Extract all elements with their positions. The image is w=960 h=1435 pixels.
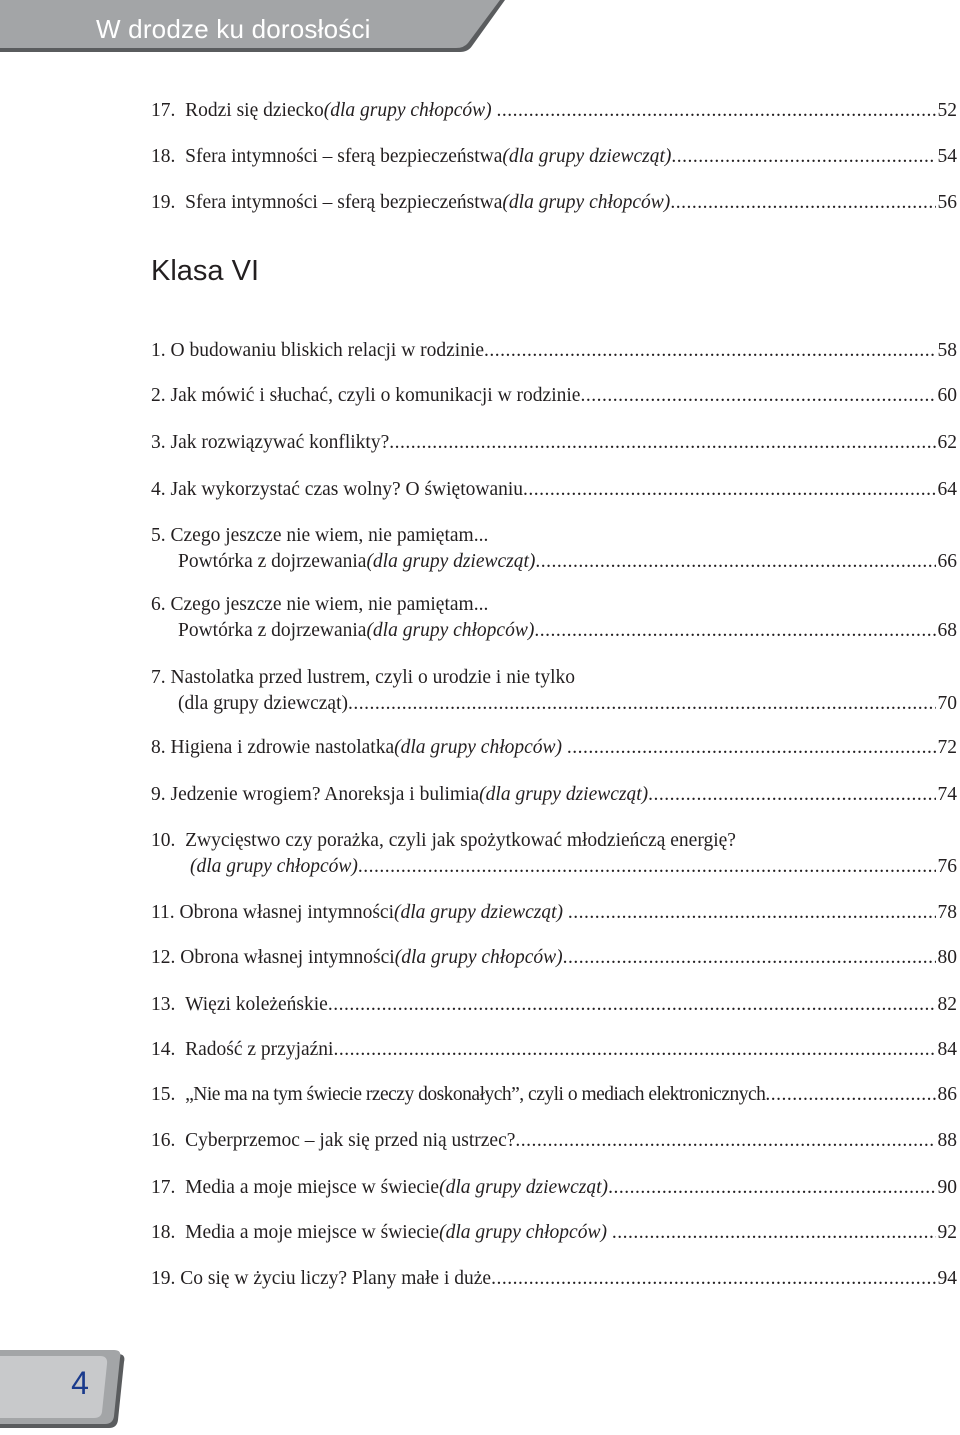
entry-title: Obrona własnej intymności — [179, 902, 394, 923]
entry-number: 15. — [151, 1084, 176, 1105]
entry-number: 1. — [151, 340, 166, 361]
entry-page: 60 — [937, 385, 957, 406]
entry-title: Higiena i zdrowie nastolatka — [170, 737, 395, 758]
dot-leader — [348, 691, 936, 717]
dot-leader — [515, 1128, 935, 1154]
toc-entry — [151, 1128, 957, 1154]
entry-title: „Nie ma na tym świecie rzeczy doskonałych”, czyli o mediach elektronicznych — [185, 1084, 766, 1105]
entry-page: 68 — [937, 620, 957, 641]
dot-leader — [648, 782, 935, 808]
entry-number: 5. — [151, 525, 166, 546]
toc-entry — [151, 477, 957, 503]
entry-title: Sfera intymności – sferą bezpieczeństwa — [185, 192, 503, 213]
section-heading: Klasa VI — [151, 255, 259, 287]
dot-leader — [580, 383, 935, 409]
toc-entry — [151, 1037, 957, 1063]
entry-page: 80 — [937, 947, 957, 968]
toc-entry — [151, 735, 957, 761]
entry-page: 84 — [937, 1039, 957, 1060]
dot-leader — [567, 735, 936, 761]
toc-entry — [151, 1266, 957, 1292]
entry-number: 19. — [151, 192, 176, 213]
entry-title: Rodzi się dziecko — [185, 100, 324, 121]
entry-title: Jedzenie wrogiem? Anoreksja i bulimia — [170, 784, 480, 805]
entry-title: Co się w życiu liczy? Plany małe i duże — [180, 1268, 492, 1289]
dot-leader — [484, 338, 935, 364]
dot-leader — [491, 1266, 935, 1292]
entry-page: 56 — [937, 192, 957, 213]
entry-group: (dla grupy chłopców) — [394, 947, 563, 968]
toc-entry — [151, 1220, 957, 1246]
entry-title: Cyberprzemoc – jak się przed nią ustrzec? — [185, 1130, 516, 1151]
entry-number: 19. — [151, 1268, 176, 1289]
entry-number: 8. — [151, 737, 166, 758]
entry-number: 13. — [151, 994, 176, 1015]
entry-number: 3. — [151, 432, 166, 453]
entry-group: (dla grupy dziewcząt) — [502, 146, 672, 167]
entry-page: 54 — [937, 146, 957, 167]
toc-entry — [151, 900, 957, 926]
entry-group: (dla grupy dziewcząt) — [366, 551, 536, 572]
toc-entry — [151, 992, 957, 1018]
entry-group: (dla grupy chłopców) — [323, 100, 492, 121]
entry-number: 11. — [151, 902, 175, 923]
entry-group: (dla grupy chłopców) — [439, 1222, 607, 1243]
dot-leader — [563, 945, 936, 971]
entry-title-line1: Czego jeszcze nie wiem, nie pamiętam... — [170, 525, 489, 546]
entry-title: Media a moje miejsce w świecie — [185, 1222, 440, 1243]
entry-page: 94 — [937, 1268, 957, 1289]
dot-leader — [333, 1037, 935, 1063]
entry-number: 10. — [151, 830, 176, 851]
entry-group: (dla grupy chłopców) — [502, 192, 671, 213]
entry-page: 82 — [937, 994, 957, 1015]
entry-number: 17. — [151, 100, 176, 121]
entry-title: Jak mówić i słuchać, czyli o komunikacji w rodzinie — [170, 385, 581, 406]
entry-title: Więzi koleżeńskie — [185, 994, 328, 1015]
entry-page: 78 — [937, 902, 957, 923]
entry-page: 70 — [937, 693, 957, 714]
entry-title: Radość z przyjaźni — [185, 1039, 334, 1060]
toc-entry — [151, 430, 957, 456]
entry-title: Obrona własnej intymności — [180, 947, 395, 968]
entry-title: Media a moje miejsce w świecie — [185, 1177, 440, 1198]
entry-number: 16. — [151, 1130, 176, 1151]
page-number: 4 — [71, 1365, 89, 1401]
toc-entry — [151, 190, 957, 216]
entry-page: 52 — [937, 100, 957, 121]
entry-number: 4. — [151, 479, 166, 500]
entry-number: 2. — [151, 385, 166, 406]
entry-number: 17. — [151, 1177, 176, 1198]
dot-leader — [608, 1175, 935, 1201]
dot-leader — [612, 1220, 936, 1246]
entry-number: 6. — [151, 594, 166, 615]
entry-title-line1: Zwycięstwo czy porażka, czyli jak spożytkować młodzieńczą energię? — [185, 830, 736, 851]
entry-group: (dla grupy chłopców) — [394, 737, 563, 758]
entry-number: 12. — [151, 947, 176, 968]
dot-leader — [534, 618, 935, 644]
dot-leader — [568, 900, 936, 926]
entry-page: 92 — [937, 1222, 957, 1243]
entry-page: 90 — [937, 1177, 957, 1198]
toc-entry — [151, 945, 957, 971]
header-title: W drodze ku dorosłości — [96, 14, 371, 44]
entry-page: 58 — [937, 340, 957, 361]
entry-page: 72 — [937, 737, 957, 758]
entry-number: 7. — [151, 667, 166, 688]
dot-leader — [523, 477, 935, 503]
entry-group: (dla grupy dziewcząt) — [479, 784, 649, 805]
entry-number: 18. — [151, 146, 176, 167]
entry-title: Powtórka z dojrzewania — [178, 620, 367, 641]
toc-entry — [151, 782, 957, 808]
dot-leader — [389, 430, 935, 456]
entry-group: (dla grupy chłopców) — [366, 620, 535, 641]
dot-leader — [328, 992, 936, 1018]
entry-page: 86 — [937, 1084, 957, 1105]
toc-entry — [151, 828, 957, 880]
entry-group: (dla grupy chłopców) — [190, 856, 358, 877]
entry-number: 14. — [151, 1039, 176, 1060]
toc-entry — [151, 523, 957, 575]
entry-title-line1: Czego jeszcze nie wiem, nie pamiętam... — [170, 594, 489, 615]
toc-entry — [151, 144, 957, 170]
entry-group: (dla grupy dziewcząt) — [439, 1177, 609, 1198]
dot-leader — [765, 1082, 935, 1108]
entry-group: (dla grupy dziewcząt) — [394, 902, 563, 923]
toc-entry — [151, 665, 957, 717]
entry-title: Powtórka z dojrzewania — [178, 551, 367, 572]
entry-title: Jak rozwiązywać konflikty? — [170, 432, 390, 453]
entry-page: 74 — [937, 784, 957, 805]
entry-page: 62 — [937, 432, 957, 453]
toc-entry — [151, 592, 957, 644]
toc-entry — [151, 98, 957, 124]
entry-number: 9. — [151, 784, 166, 805]
entry-page: 66 — [937, 551, 957, 572]
dot-leader — [671, 144, 935, 170]
entry-page: 88 — [937, 1130, 957, 1151]
dot-leader — [497, 98, 936, 124]
entry-page: 76 — [937, 856, 957, 877]
entry-number: 18. — [151, 1222, 176, 1243]
entry-title: Sfera intymności – sferą bezpieczeństwa — [185, 146, 503, 167]
entry-title: Jak wykorzystać czas wolny? O świętowaniu — [170, 479, 524, 500]
entry-title-line1: Nastolatka przed lustrem, czyli o urodzie i nie tylko — [170, 667, 576, 688]
toc-entry — [151, 383, 957, 409]
dot-leader — [535, 549, 935, 575]
toc-entry — [151, 1082, 957, 1108]
entry-page: 64 — [937, 479, 957, 500]
entry-title: (dla grupy dziewcząt) — [178, 693, 348, 714]
dot-leader — [670, 190, 935, 216]
dot-leader — [358, 854, 936, 880]
toc-entry — [151, 338, 957, 364]
entry-title: O budowaniu bliskich relacji w rodzinie — [170, 340, 485, 361]
toc-entry — [151, 1175, 957, 1201]
